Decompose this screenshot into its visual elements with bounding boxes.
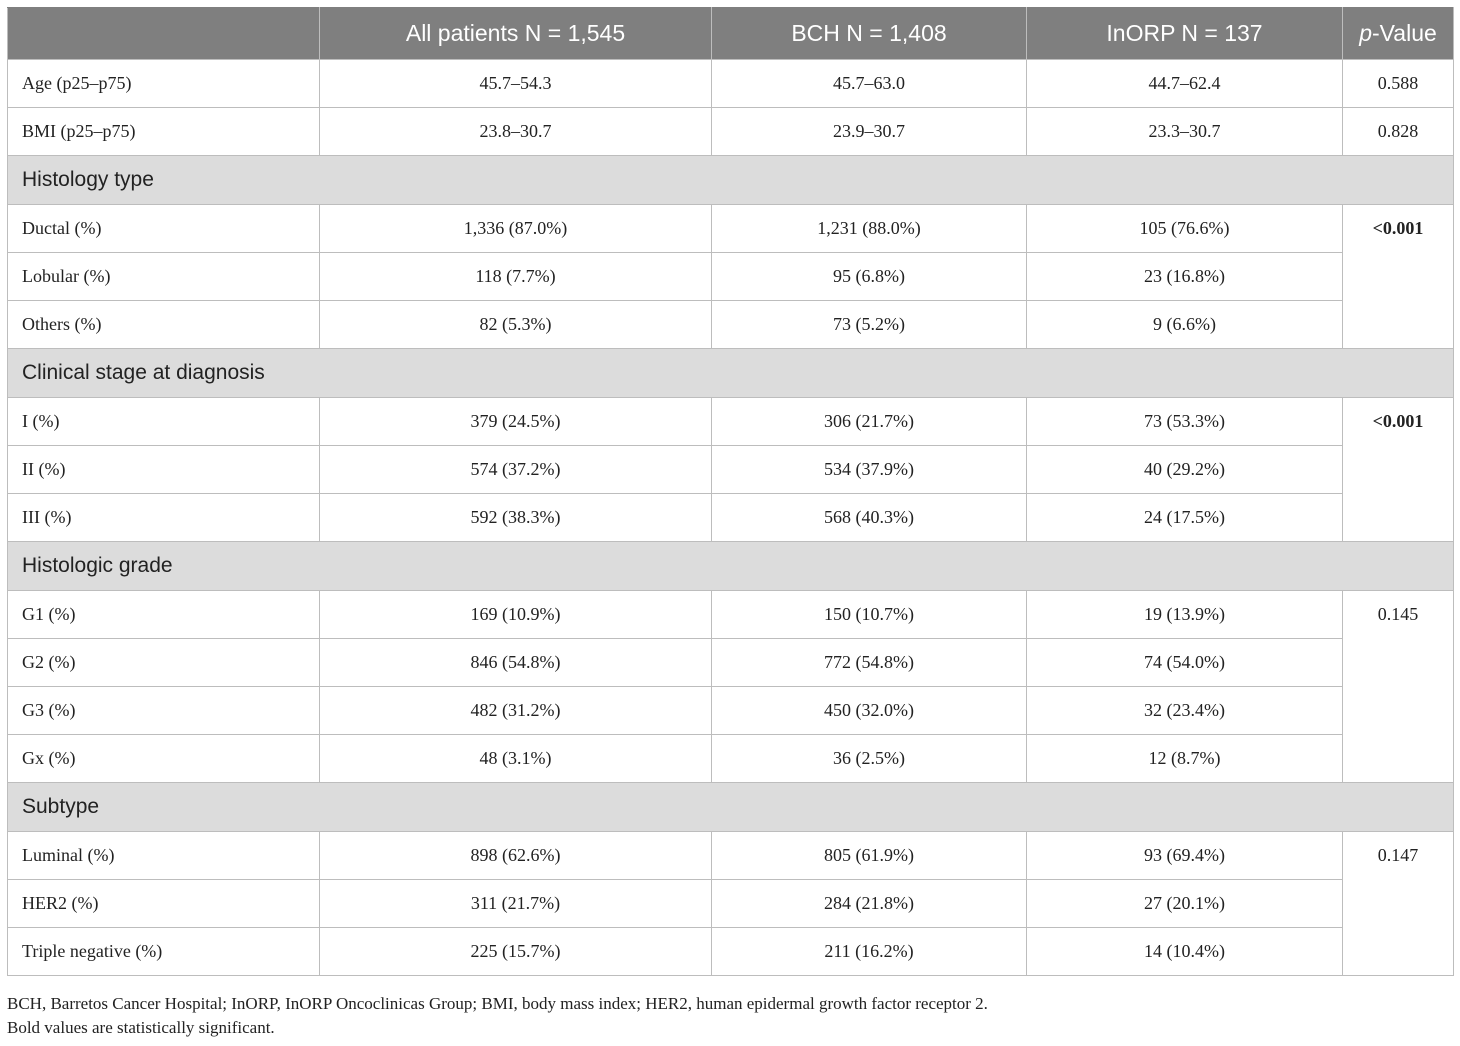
table-row-age	[8, 60, 1454, 108]
cell-bch: 534 (37.9%)	[712, 446, 1027, 494]
table-row	[8, 639, 1454, 687]
cell-p-value: 0.147	[1343, 832, 1454, 976]
row-label: G1 (%)	[8, 591, 320, 639]
section-header-row	[8, 156, 1454, 205]
cell-p-value: 0.828	[1343, 108, 1454, 156]
cell-all: 311 (21.7%)	[320, 880, 712, 928]
table-row	[8, 928, 1454, 976]
row-label: G2 (%)	[8, 639, 320, 687]
cell-bch: 306 (21.7%)	[712, 398, 1027, 446]
row-label: G3 (%)	[8, 687, 320, 735]
cell-bch: 95 (6.8%)	[712, 253, 1027, 301]
cell-p-value: <0.001	[1343, 205, 1454, 349]
cell-bch: 772 (54.8%)	[712, 639, 1027, 687]
cell-inorp: 74 (54.0%)	[1027, 639, 1343, 687]
table-row-bmi	[8, 108, 1454, 156]
row-label: Others (%)	[8, 301, 320, 349]
cell-bch: 805 (61.9%)	[712, 832, 1027, 880]
cell-inorp: 9 (6.6%)	[1027, 301, 1343, 349]
row-label: II (%)	[8, 446, 320, 494]
characteristics-table-container	[7, 7, 1453, 976]
cell-all: 82 (5.3%)	[320, 301, 712, 349]
cell-inorp: 12 (8.7%)	[1027, 735, 1343, 783]
table-row	[8, 494, 1454, 542]
cell-bch: 284 (21.8%)	[712, 880, 1027, 928]
table-row	[8, 687, 1454, 735]
row-label: III (%)	[8, 494, 320, 542]
table-row	[8, 880, 1454, 928]
cell-all: 23.8–30.7	[320, 108, 712, 156]
row-label: Age (p25–p75)	[8, 60, 320, 108]
table-row	[8, 398, 1454, 446]
section-title: Subtype	[8, 783, 1454, 832]
header-p-value	[1343, 8, 1454, 60]
cell-all: 846 (54.8%)	[320, 639, 712, 687]
cell-p-value: <0.001	[1343, 398, 1454, 542]
header-inorp: InORP N = 137	[1027, 8, 1343, 60]
table-row	[8, 735, 1454, 783]
cell-inorp: 24 (17.5%)	[1027, 494, 1343, 542]
header-bch: BCH N = 1,408	[712, 8, 1027, 60]
cell-inorp: 19 (13.9%)	[1027, 591, 1343, 639]
cell-inorp: 23 (16.8%)	[1027, 253, 1343, 301]
cell-all: 118 (7.7%)	[320, 253, 712, 301]
table-row	[8, 205, 1454, 253]
cell-all: 45.7–54.3	[320, 60, 712, 108]
footnote-bold-note: Bold values are statistically significant.	[7, 1018, 275, 1037]
header-p-italic: p	[1359, 20, 1372, 46]
cell-inorp: 93 (69.4%)	[1027, 832, 1343, 880]
cell-inorp: 14 (10.4%)	[1027, 928, 1343, 976]
row-label: Triple negative (%)	[8, 928, 320, 976]
cell-bch: 73 (5.2%)	[712, 301, 1027, 349]
section-title: Clinical stage at diagnosis	[8, 349, 1454, 398]
cell-inorp: 32 (23.4%)	[1027, 687, 1343, 735]
cell-inorp: 27 (20.1%)	[1027, 880, 1343, 928]
header-all-patients: All patients N = 1,545	[320, 8, 712, 60]
cell-all: 592 (38.3%)	[320, 494, 712, 542]
footnote-abbreviations: BCH, Barretos Cancer Hospital; InORP, InORP Oncoclinicas Group; BMI, body mass index; HER2, human epidermal growth factor receptor 2.	[7, 994, 988, 1013]
cell-bch: 450 (32.0%)	[712, 687, 1027, 735]
section-header-row	[8, 542, 1454, 591]
cell-bch: 36 (2.5%)	[712, 735, 1027, 783]
cell-all: 482 (31.2%)	[320, 687, 712, 735]
section-title: Histology type	[8, 156, 1454, 205]
cell-inorp: 44.7–62.4	[1027, 60, 1343, 108]
table-row	[8, 446, 1454, 494]
cell-bch: 150 (10.7%)	[712, 591, 1027, 639]
cell-inorp: 73 (53.3%)	[1027, 398, 1343, 446]
table-row	[8, 591, 1454, 639]
cell-inorp: 40 (29.2%)	[1027, 446, 1343, 494]
row-label: Ductal (%)	[8, 205, 320, 253]
cell-bch: 23.9–30.7	[712, 108, 1027, 156]
row-label: Gx (%)	[8, 735, 320, 783]
cell-bch: 1,231 (88.0%)	[712, 205, 1027, 253]
row-label: Lobular (%)	[8, 253, 320, 301]
header-variable	[8, 8, 320, 60]
row-label: I (%)	[8, 398, 320, 446]
cell-p-value: 0.588	[1343, 60, 1454, 108]
cell-all: 1,336 (87.0%)	[320, 205, 712, 253]
cell-bch: 211 (16.2%)	[712, 928, 1027, 976]
cell-p-value: 0.145	[1343, 591, 1454, 783]
cell-all: 169 (10.9%)	[320, 591, 712, 639]
table-row	[8, 832, 1454, 880]
section-title: Histologic grade	[8, 542, 1454, 591]
cell-bch: 45.7–63.0	[712, 60, 1027, 108]
cell-bch: 568 (40.3%)	[712, 494, 1027, 542]
cell-all: 898 (62.6%)	[320, 832, 712, 880]
section-header-row	[8, 349, 1454, 398]
cell-all: 225 (15.7%)	[320, 928, 712, 976]
header-p-rest: -Value	[1372, 20, 1437, 46]
row-label: HER2 (%)	[8, 880, 320, 928]
row-label: Luminal (%)	[8, 832, 320, 880]
table-row	[8, 253, 1454, 301]
table-row	[8, 301, 1454, 349]
row-label: BMI (p25–p75)	[8, 108, 320, 156]
header-row	[8, 8, 1454, 60]
cell-all: 574 (37.2%)	[320, 446, 712, 494]
cell-inorp: 105 (76.6%)	[1027, 205, 1343, 253]
cell-all: 48 (3.1%)	[320, 735, 712, 783]
cell-inorp: 23.3–30.7	[1027, 108, 1343, 156]
characteristics-table	[7, 7, 1454, 976]
cell-all: 379 (24.5%)	[320, 398, 712, 446]
section-header-row	[8, 783, 1454, 832]
